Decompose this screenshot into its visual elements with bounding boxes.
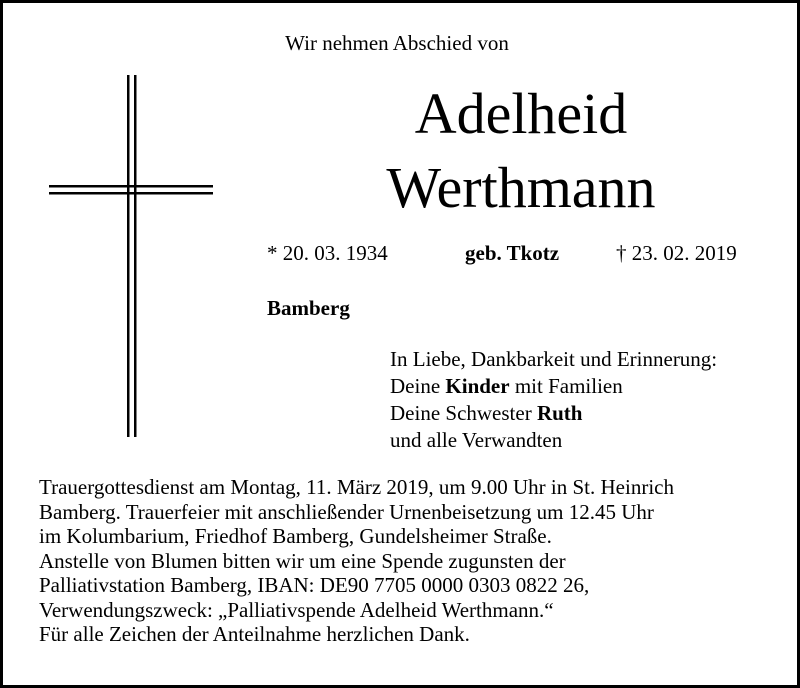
mourners-line-2-pre: Deine — [390, 374, 446, 398]
mourners-sister: Ruth — [536, 401, 583, 425]
details-line: Bamberg. Trauerfeier mit anschließender Urnenbeisetzung um 12.45 Uhr — [39, 499, 654, 524]
mourners-line-2 — [390, 373, 717, 400]
mourners-line-1: In Liebe, Dankbarkeit und Erinnerung: — [390, 347, 718, 371]
deceased-first-name: Adelheid — [414, 81, 628, 146]
birth-date: * 20. 03. 1934 — [267, 241, 388, 265]
maiden-name: geb. Tkotz — [465, 241, 560, 265]
deceased-last-name: Werthmann — [386, 155, 656, 220]
intro-line: Wir nehmen Abschied von — [285, 31, 509, 55]
details-line: Trauergottesdienst am Montag, 11. März 2019, um 9.00 Uhr in St. Heinrich — [39, 475, 674, 499]
city: Bamberg — [267, 296, 350, 320]
service-details — [39, 475, 674, 647]
death-date: † 23. 02. 2019 — [616, 241, 737, 265]
details-line: im Kolumbarium, Friedhof Bamberg, Gundelsheimer Straße. — [39, 524, 552, 548]
mourners-line-2-post: mit Familien — [509, 374, 623, 398]
details-line: Palliativstation Bamberg, IBAN: DE90 7705 0000 0303 0822 26, — [39, 573, 590, 597]
mourners-children: Kinder — [445, 374, 510, 398]
mourners-line-4: und alle Verwandten — [390, 428, 563, 452]
details-line: Anstelle von Blumen bitten wir um eine Spende zugunsten der — [39, 548, 566, 573]
cross-icon — [43, 73, 215, 443]
details-line: Für alle Zeichen der Anteilnahme herzlichen Dank. — [39, 622, 470, 646]
mourners-line-3 — [390, 400, 717, 427]
mourners-line-3-pre: Deine Schwester — [390, 401, 537, 425]
details-line: Verwendungszweck: „Palliativspende Adelheid Werthmann.“ — [39, 597, 554, 622]
mourners-block — [390, 346, 717, 454]
